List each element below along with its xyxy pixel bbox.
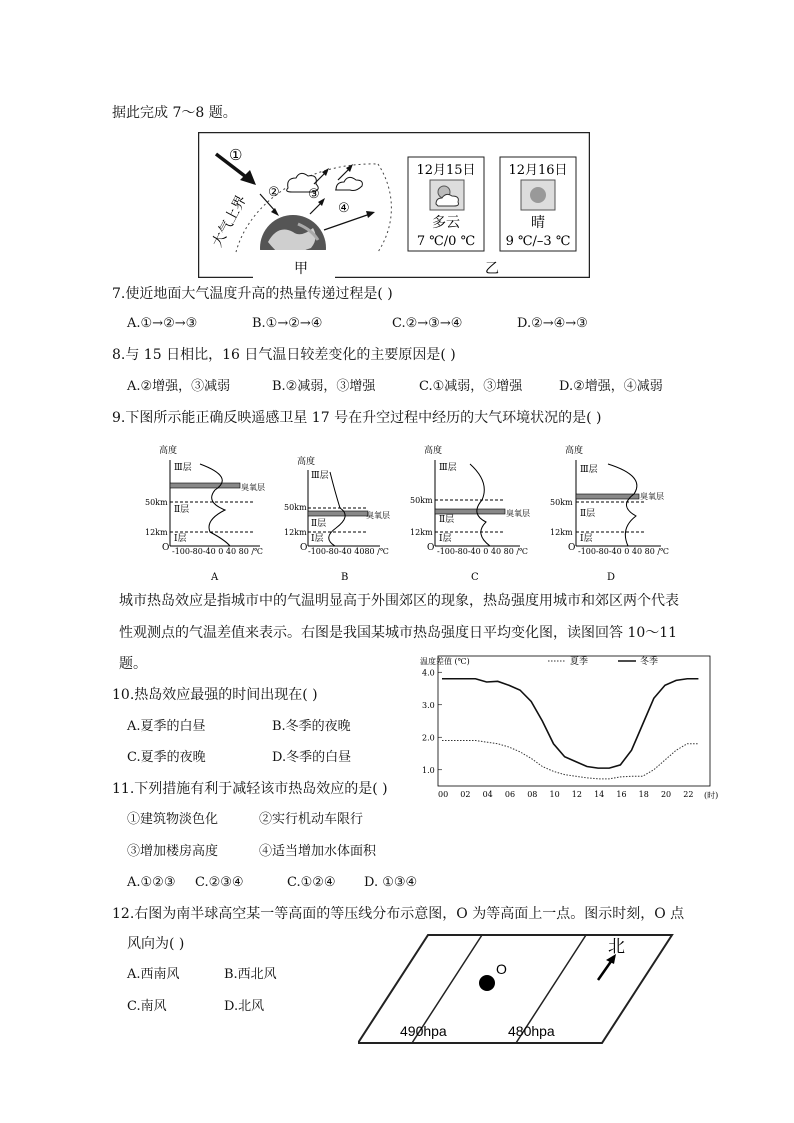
svg-text:Ⅰ层: Ⅰ层 [311, 534, 324, 544]
svg-text:O: O [427, 543, 435, 553]
y-tick-label: 4.0 [422, 668, 435, 678]
label-circle-2: ② [268, 185, 280, 200]
q11-option-a[interactable]: A.①②③ [127, 875, 176, 890]
q9-panel-d[interactable] [546, 442, 686, 582]
passage-line-1: 城市热岛效应是指城市中的气温明显高于外围郊区的现象，热岛强度用城市和郊区两个代表 [119, 593, 679, 609]
svg-text:多云: 多云 [432, 215, 460, 231]
q11-option-c[interactable]: C.①②④ [287, 875, 336, 890]
atmos-upper-boundary-label: 大气上界 [209, 192, 250, 250]
q10-option-d[interactable]: D.冬季的白昼 [272, 750, 352, 765]
point-o-label: O [496, 961, 507, 977]
svg-text:Ⅲ层: Ⅲ层 [439, 463, 457, 473]
svg-text:9 ℃/–3 ℃: 9 ℃/–3 ℃ [505, 234, 571, 249]
svg-text:O: O [568, 543, 576, 553]
y-tick-label: 3.0 [422, 700, 435, 710]
question-10-stem: 10.热岛效应最强的时间出现在( ) [112, 687, 318, 703]
q11-option-b[interactable]: C.②③④ [195, 875, 244, 890]
question-9-stem: 9.下图所示能正确反映遥感卫星 17 号在升空过程中经历的大气环境状况的是( ) [112, 410, 602, 426]
q10-option-c[interactable]: C.夏季的夜晚 [127, 750, 206, 765]
svg-text:高度: 高度 [424, 446, 443, 456]
q11-item-4: ④适当增加水体面积 [259, 844, 377, 859]
x-tick-label: 12 [571, 790, 582, 799]
svg-text:Ⅱ层: Ⅱ层 [580, 509, 596, 519]
svg-text:50km: 50km [284, 503, 307, 512]
question-8-stem: 8.与 15 日相比，16 日气温日较差变化的主要原因是( ) [112, 347, 456, 363]
label-circle-4: ④ [338, 201, 350, 216]
legend-summer: 夏季 [570, 657, 589, 667]
weather-card-dec15 [408, 157, 484, 251]
svg-text:Ⅲ层: Ⅲ层 [311, 471, 329, 481]
q11-option-d[interactable]: D. ①③④ [364, 875, 418, 890]
svg-text:高度: 高度 [565, 446, 584, 456]
x-tick-label: 08 [527, 790, 538, 799]
x-tick-label: 00 [438, 790, 449, 799]
svg-text:臭氧层: 臭氧层 [506, 509, 530, 518]
q8-option-d[interactable]: D.②增强，④减弱 [559, 379, 663, 394]
chart-xlabel: (时) [704, 791, 719, 800]
cloud-icon [336, 177, 363, 190]
question-7-stem: 7.使近地面大气温度升高的热量传递过程是( ) [112, 286, 393, 302]
weather-card-dec16 [500, 157, 576, 251]
q9-panel-b[interactable] [280, 442, 420, 582]
q11-item-1: ①建筑物淡色化 [127, 812, 219, 827]
label-circle-1: ① [229, 146, 243, 164]
isobar-figure [358, 930, 674, 1048]
isobar-490-label: 490hpa [400, 1023, 447, 1039]
svg-text:12km: 12km [284, 528, 307, 537]
svg-text:高度: 高度 [159, 446, 178, 456]
point-o-marker [479, 975, 495, 991]
q7-option-d[interactable]: D.②→④→③ [517, 316, 588, 331]
q12-option-d[interactable]: D.北风 [224, 999, 265, 1014]
svg-text:臭氧层: 臭氧层 [241, 483, 265, 492]
svg-text:Ⅱ层: Ⅱ层 [439, 515, 455, 525]
svg-text:12km: 12km [410, 528, 433, 537]
svg-text:12km: 12km [550, 528, 573, 537]
isobar-480-label: 480hpa [508, 1023, 555, 1039]
x-tick-label: 22 [683, 790, 694, 799]
svg-text:-100-80-40 0 40 80 /℃: -100-80-40 0 40 80 /℃ [578, 547, 670, 556]
svg-text:12km: 12km [145, 528, 168, 537]
svg-text:12月16日: 12月16日 [508, 163, 568, 178]
x-tick-label: 14 [594, 790, 605, 799]
chart-ylabel: 温度差值 (℃) [420, 657, 470, 666]
svg-text:臭氧层: 臭氧层 [366, 511, 390, 520]
x-tick-label: 16 [616, 790, 627, 799]
svg-text:12月15日: 12月15日 [416, 163, 476, 178]
svg-text:50km: 50km [410, 496, 433, 505]
q11-item-2: ②实行机动车限行 [259, 812, 364, 827]
q10-option-a[interactable]: A.夏季的白昼 [127, 719, 206, 734]
q9-panel-d-letter: D [607, 572, 616, 582]
passage-line-2: 性观测点的气温差值来表示。右图是我国某城市热岛强度日平均变化图，读图回答 10～11 [119, 625, 678, 641]
q12-option-c[interactable]: C.南风 [127, 999, 167, 1014]
q9-panel-a-letter: A [211, 572, 219, 582]
svg-text:-100-80-40 0 40 80 /℃: -100-80-40 0 40 80 /℃ [172, 547, 264, 556]
sun-icon [530, 187, 546, 203]
intro-text: 据此完成 7～8 题。 [112, 105, 237, 121]
figure-label-yi: 乙 [485, 261, 499, 277]
x-tick-label: 10 [549, 790, 560, 799]
x-tick-label: 04 [482, 790, 493, 799]
q10-option-b[interactable]: B.冬季的夜晚 [272, 719, 351, 734]
question-12-stem-line-2: 风向为( ) [127, 936, 185, 952]
q7-option-a[interactable]: A.①→②→③ [127, 316, 198, 331]
q9-panel-a[interactable] [145, 442, 285, 582]
q8-option-a[interactable]: A.②增强，③减弱 [127, 379, 231, 394]
label-circle-3: ③ [308, 187, 320, 202]
q11-item-3: ③增加楼房高度 [127, 844, 219, 859]
legend-winter: 冬季 [640, 657, 659, 667]
svg-text:O: O [300, 543, 308, 553]
svg-text:Ⅲ层: Ⅲ层 [580, 465, 598, 475]
svg-text:高度: 高度 [297, 457, 316, 467]
passage-line-3: 题。 [119, 656, 147, 672]
north-label: 北 [608, 937, 625, 956]
q9-panel-c[interactable] [410, 442, 550, 582]
q8-option-b[interactable]: B.②减弱，③增强 [272, 379, 376, 394]
x-tick-label: 18 [638, 790, 649, 799]
svg-text:臭氧层: 臭氧层 [640, 492, 664, 501]
svg-text:Ⅰ层: Ⅰ层 [174, 534, 187, 544]
q9-panel-c-letter: C [471, 572, 479, 582]
x-tick-label: 20 [660, 790, 672, 799]
svg-text:Ⅱ层: Ⅱ层 [174, 505, 190, 515]
series-line-winter [442, 679, 698, 768]
heat-island-chart [418, 652, 728, 802]
q7-option-c[interactable]: C.②→③→④ [392, 316, 463, 331]
x-tick-label: 06 [504, 790, 516, 799]
q12-option-a[interactable]: A.西南风 [127, 967, 180, 982]
question-11-stem: 11.下列措施有利于减轻该市热岛效应的是( ) [112, 781, 388, 797]
svg-text:-100-80-40 0 40 80 /℃: -100-80-40 0 40 80 /℃ [437, 547, 529, 556]
svg-text:Ⅰ层: Ⅰ层 [580, 534, 593, 544]
x-tick-label: 02 [460, 790, 471, 799]
svg-text:Ⅱ层: Ⅱ层 [311, 519, 327, 529]
y-tick-label: 2.0 [422, 733, 435, 743]
svg-text:Ⅲ层: Ⅲ层 [174, 463, 192, 473]
q12-option-b[interactable]: B.西北风 [224, 967, 277, 982]
svg-text:-100-80-40 4080 /℃: -100-80-40 4080 /℃ [308, 547, 389, 556]
svg-text:Ⅰ层: Ⅰ层 [439, 534, 452, 544]
svg-text:50km: 50km [550, 498, 573, 507]
q8-option-c[interactable]: C.①减弱，③增强 [419, 379, 523, 394]
svg-text:7 ℃/0 ℃: 7 ℃/0 ℃ [416, 234, 476, 249]
svg-text:O: O [162, 543, 170, 553]
y-tick-label: 1.0 [422, 765, 435, 775]
q7-option-b[interactable]: B.①→②→④ [252, 316, 323, 331]
question-12-stem-line-1: 12.右图为南半球高空某一等高面的等压线分布示意图，O 为等高面上一点。图示时刻，O 点 [112, 906, 685, 922]
svg-text:50km: 50km [145, 498, 168, 507]
svg-text:晴: 晴 [531, 215, 545, 231]
atmosphere-weather-figure [198, 132, 590, 278]
q9-panel-b-letter: B [341, 572, 349, 582]
figure-label-jia: 甲 [294, 261, 308, 277]
